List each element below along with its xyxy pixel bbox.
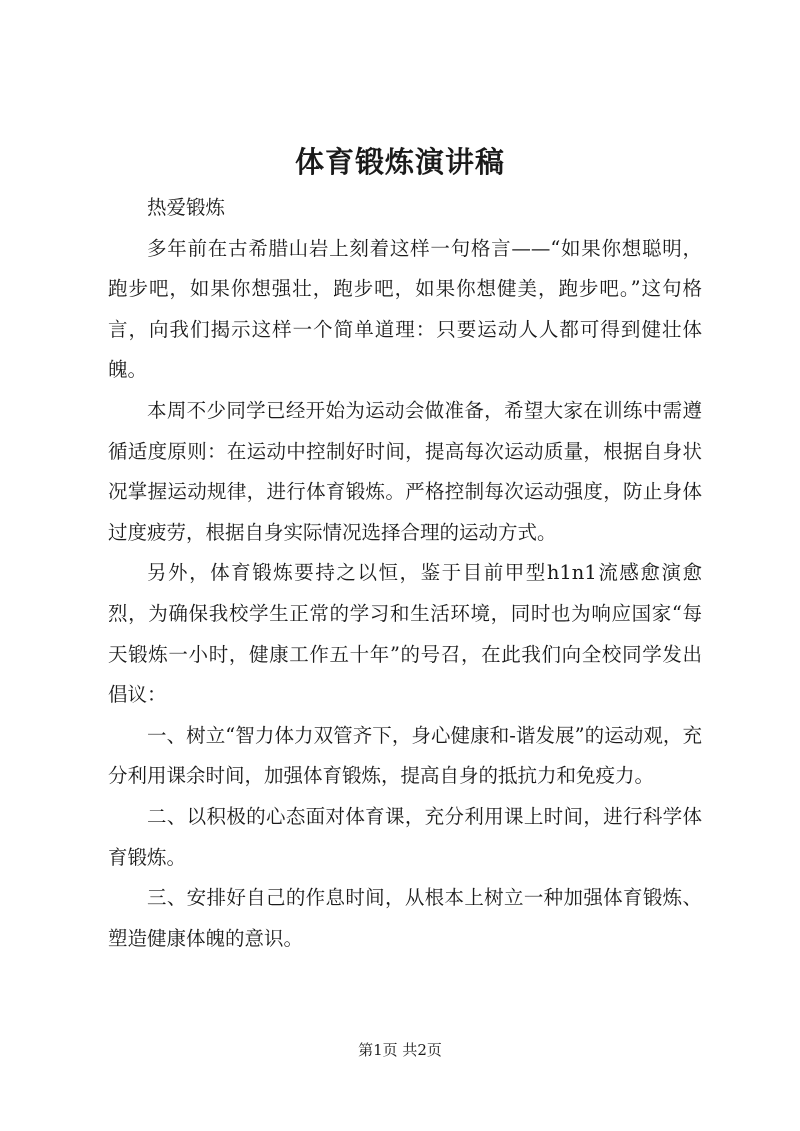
section-heading: 热爱锻炼 <box>147 196 226 219</box>
document-body <box>108 188 702 959</box>
paragraph-6: 三、安排好自己的作息时间，从根本上树立一种加强体育锻炼、塑造健康体魄的意识。 <box>108 886 702 950</box>
paragraph-4: 一、树立“智力体力双管齐下，身心健康和-谐发展”的运动观，充分利用课余时间，加强体育锻炼，提高自身的抵抗力和免疫力。 <box>108 723 702 788</box>
paragraph-2: 本周不少同学已经开始为运动会做准备，希望大家在训练中需遵循适度原则：在运动中控制好时间，提高每次运动质量，根据自身状况掌握运动规律，进行体育锻炼。严格控制每次运动强度，防止身体过度疲劳，根据自身实际情况选择合理的运动方式。 <box>108 398 702 544</box>
paragraph-3: 另外，体育锻炼要持之以恒，鉴于目前甲型h1n1流感愈演愈烈，为确保我校学生正常的学习和生活环境，同时也为响应国家“每天锻炼一小时，健康工作五十年”的号召，在此我们向全校同学发出倡议： <box>108 561 702 707</box>
paragraph-1: 多年前在古希腊山岩上刻着这样一句格言——“如果你想聪明，跑步吧，如果你想强壮，跑步吧，如果你想健美，跑步吧。”这句格言，向我们揭示这样一个简单道理：只要运动人人都可得到健壮体魄。 <box>108 236 702 382</box>
paragraph-5: 二、以积极的心态面对体育课，充分利用课上时间，进行科学体育锻炼。 <box>108 804 702 869</box>
page-footer: 第1页 共2页 <box>358 1041 442 1059</box>
document-title: 体育锻炼演讲稿 <box>294 145 505 179</box>
